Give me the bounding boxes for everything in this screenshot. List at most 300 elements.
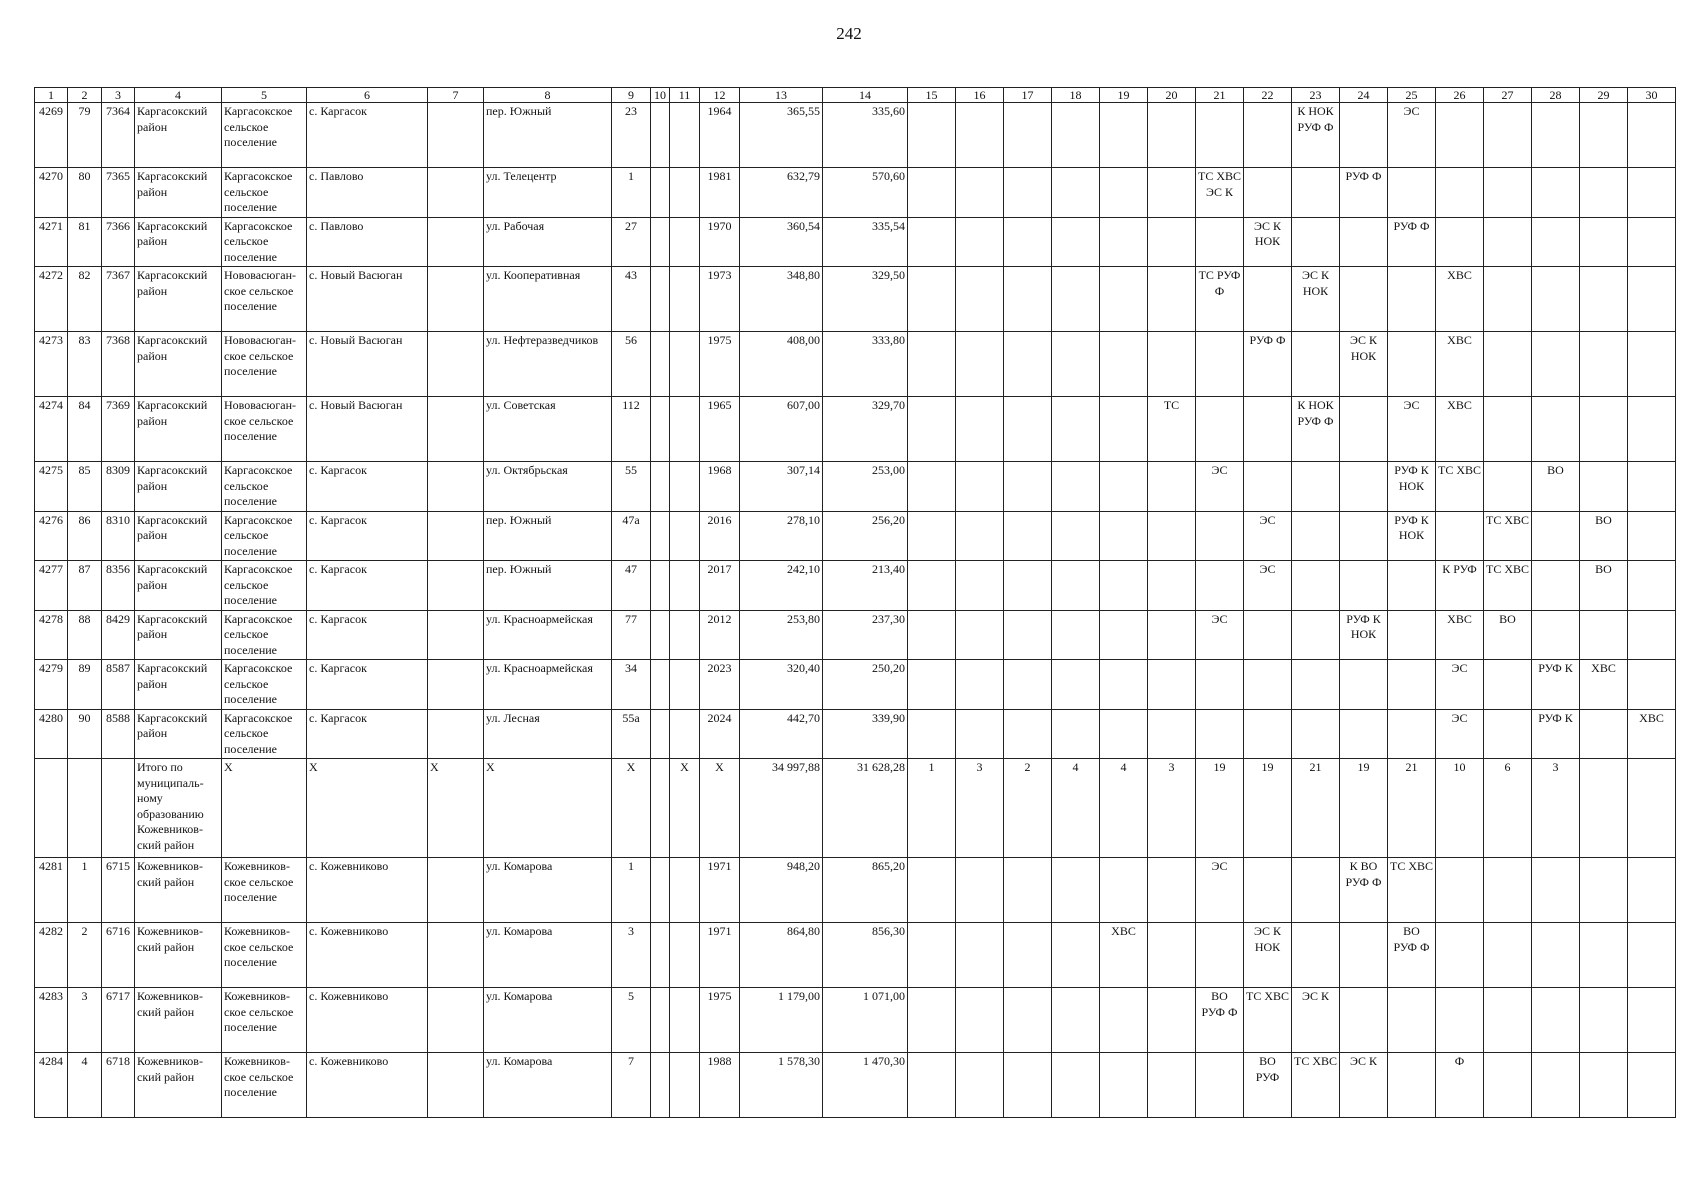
table-cell — [1196, 511, 1244, 561]
table-cell — [1052, 511, 1100, 561]
table-cell: с. Кожевниково — [307, 923, 428, 988]
table-cell — [956, 561, 1004, 611]
table-cell: Каргасокский район — [135, 332, 222, 397]
table-cell — [1004, 709, 1052, 759]
table-cell — [1292, 462, 1340, 512]
table-cell: 1 179,00 — [740, 988, 823, 1053]
table-cell: ВО РУФ Ф — [1196, 988, 1244, 1053]
table-cell — [1388, 267, 1436, 332]
table-cell — [1100, 168, 1148, 218]
table-cell — [1148, 332, 1196, 397]
table-cell — [1292, 660, 1340, 710]
table-cell — [908, 168, 956, 218]
table-cell — [1244, 462, 1292, 512]
table-cell: 87 — [68, 561, 102, 611]
table-cell — [1628, 610, 1676, 660]
table-cell: Ф — [1436, 1053, 1484, 1118]
table-cell — [1004, 217, 1052, 267]
table-cell: Каргасокский район — [135, 168, 222, 218]
column-header: 4 — [135, 88, 222, 103]
table-cell — [1532, 1053, 1580, 1118]
table-cell — [68, 759, 102, 858]
table-cell — [1052, 660, 1100, 710]
housing-register-table — [34, 87, 1676, 1118]
table-cell — [428, 332, 484, 397]
table-cell — [102, 759, 135, 858]
table-cell: 10 — [1436, 759, 1484, 858]
table-cell — [908, 267, 956, 332]
table-cell: 7 — [612, 1053, 651, 1118]
table-cell — [1052, 267, 1100, 332]
table-cell — [908, 610, 956, 660]
table-cell: 86 — [68, 511, 102, 561]
table-cell — [428, 709, 484, 759]
table-cell — [1004, 103, 1052, 168]
table-cell: 31 628,28 — [823, 759, 908, 858]
table-cell — [1100, 103, 1148, 168]
table-cell: 4277 — [35, 561, 68, 611]
table-cell — [1628, 168, 1676, 218]
table-cell — [1148, 660, 1196, 710]
table-cell: 250,20 — [823, 660, 908, 710]
column-header: 22 — [1244, 88, 1292, 103]
table-cell: 237,30 — [823, 610, 908, 660]
table-cell — [1148, 267, 1196, 332]
table-cell: Каргасокское сельское поселение — [222, 511, 307, 561]
column-header: 23 — [1292, 88, 1340, 103]
table-cell — [1436, 923, 1484, 988]
table-row — [35, 561, 1676, 611]
column-header: 27 — [1484, 88, 1532, 103]
table-cell — [1532, 988, 1580, 1053]
table-cell — [1580, 397, 1628, 462]
table-cell — [1052, 103, 1100, 168]
table-cell — [1436, 168, 1484, 218]
table-cell: с. Павлово — [307, 217, 428, 267]
table-cell: 329,50 — [823, 267, 908, 332]
table-cell: ЭС — [1196, 858, 1244, 923]
table-cell — [956, 217, 1004, 267]
table-cell — [1148, 103, 1196, 168]
table-cell — [956, 858, 1004, 923]
table-cell: 2012 — [700, 610, 740, 660]
table-cell: ВО РУФ — [1244, 1053, 1292, 1118]
table-cell: Нововасюган-ское сельское поселение — [222, 397, 307, 462]
table-cell: Каргасокское сельское поселение — [222, 462, 307, 512]
table-cell: ЭС К — [1340, 1053, 1388, 1118]
table-cell: 1964 — [700, 103, 740, 168]
table-cell: РУФ К — [1532, 660, 1580, 710]
table-cell — [1004, 267, 1052, 332]
table-cell — [1484, 858, 1532, 923]
table-row — [35, 511, 1676, 561]
table-cell — [1340, 988, 1388, 1053]
table-cell: ул. Кооперативная — [484, 267, 612, 332]
table-cell — [1004, 610, 1052, 660]
table-cell: Кожевников-ское сельское поселение — [222, 858, 307, 923]
table-cell: ЭС — [1196, 610, 1244, 660]
table-cell — [1148, 217, 1196, 267]
table-cell: 47а — [612, 511, 651, 561]
table-cell: 864,80 — [740, 923, 823, 988]
table-cell — [1148, 462, 1196, 512]
table-cell: 7368 — [102, 332, 135, 397]
table-cell — [1292, 923, 1340, 988]
table-cell: ВО РУФ Ф — [1388, 923, 1436, 988]
table-cell: 4278 — [35, 610, 68, 660]
table-cell: Х — [670, 759, 700, 858]
table-cell: ТС РУФ Ф — [1196, 267, 1244, 332]
table-cell — [670, 397, 700, 462]
table-cell — [956, 397, 1004, 462]
table-cell — [1148, 709, 1196, 759]
table-cell: 34 997,88 — [740, 759, 823, 858]
table-cell — [651, 217, 670, 267]
table-cell — [1292, 332, 1340, 397]
table-cell — [908, 217, 956, 267]
column-header: 17 — [1004, 88, 1052, 103]
table-cell — [1100, 610, 1148, 660]
table-cell — [670, 103, 700, 168]
table-cell: 948,20 — [740, 858, 823, 923]
table-cell: ЭС — [1436, 660, 1484, 710]
table-cell — [1052, 610, 1100, 660]
table-cell — [1004, 168, 1052, 218]
table-cell — [1340, 923, 1388, 988]
table-cell — [1052, 168, 1100, 218]
table-cell — [1580, 610, 1628, 660]
table-cell — [1004, 988, 1052, 1053]
table-cell: РУФ Ф — [1244, 332, 1292, 397]
table-cell — [1052, 332, 1100, 397]
table-cell: 7367 — [102, 267, 135, 332]
table-cell — [1340, 660, 1388, 710]
table-cell: ВО — [1532, 462, 1580, 512]
table-cell — [1244, 858, 1292, 923]
table-cell — [908, 660, 956, 710]
table-cell — [1100, 462, 1148, 512]
table-cell — [1628, 988, 1676, 1053]
table-cell — [1340, 561, 1388, 611]
table-cell — [1148, 610, 1196, 660]
table-cell: ВО — [1484, 610, 1532, 660]
table-cell — [1196, 1053, 1244, 1118]
table-cell: Кожевников-ский район — [135, 923, 222, 988]
table-cell: ЭС К — [1292, 988, 1340, 1053]
table-cell — [1196, 103, 1244, 168]
table-cell: 1 578,30 — [740, 1053, 823, 1118]
table-cell — [651, 168, 670, 218]
table-cell: 89 — [68, 660, 102, 710]
table-cell — [670, 511, 700, 561]
table-cell: ул. Комарова — [484, 923, 612, 988]
column-header: 6 — [307, 88, 428, 103]
table-cell: ХВС — [1436, 332, 1484, 397]
table-cell: ЭС — [1244, 511, 1292, 561]
table-cell: Х — [700, 759, 740, 858]
table-cell — [1340, 217, 1388, 267]
table-cell — [1292, 561, 1340, 611]
table-cell — [1196, 397, 1244, 462]
table-cell — [956, 168, 1004, 218]
table-cell — [670, 610, 700, 660]
table-cell: К НОК РУФ Ф — [1292, 103, 1340, 168]
table-cell: 19 — [1340, 759, 1388, 858]
table-cell: 23 — [612, 103, 651, 168]
table-cell — [1628, 1053, 1676, 1118]
table-cell: пер. Южный — [484, 103, 612, 168]
table-cell — [1580, 988, 1628, 1053]
subtotal-row — [35, 759, 1676, 858]
table-row — [35, 332, 1676, 397]
table-cell: 256,20 — [823, 511, 908, 561]
table-cell — [908, 332, 956, 397]
column-header: 11 — [670, 88, 700, 103]
table-cell: ЭС К НОК — [1244, 217, 1292, 267]
table-cell: ХВС — [1436, 397, 1484, 462]
table-cell: Каргасокский район — [135, 511, 222, 561]
table-cell — [1004, 561, 1052, 611]
table-cell: 213,40 — [823, 561, 908, 611]
table-cell: 4281 — [35, 858, 68, 923]
table-cell: с. Каргасок — [307, 103, 428, 168]
table-cell: 8356 — [102, 561, 135, 611]
table-cell — [908, 561, 956, 611]
table-cell: Каргасокское сельское поселение — [222, 217, 307, 267]
table-cell — [1628, 511, 1676, 561]
table-cell: РУФ Ф — [1388, 217, 1436, 267]
table-cell: ул. Октябрьская — [484, 462, 612, 512]
table-cell: 253,00 — [823, 462, 908, 512]
table-cell — [1532, 610, 1580, 660]
table-cell — [1484, 660, 1532, 710]
table-cell: Каргасокское сельское поселение — [222, 561, 307, 611]
table-cell — [1628, 561, 1676, 611]
table-cell — [428, 923, 484, 988]
table-cell — [1148, 1053, 1196, 1118]
table-cell — [1532, 923, 1580, 988]
table-cell — [1580, 267, 1628, 332]
table-cell — [1004, 332, 1052, 397]
table-cell — [1004, 462, 1052, 512]
table-cell — [651, 988, 670, 1053]
table-cell: Каргасокский район — [135, 561, 222, 611]
table-cell — [1004, 511, 1052, 561]
table-row — [35, 660, 1676, 710]
table-cell: 2 — [68, 923, 102, 988]
table-cell: 335,54 — [823, 217, 908, 267]
table-cell: 607,00 — [740, 397, 823, 462]
table-cell — [908, 858, 956, 923]
table-cell: 253,80 — [740, 610, 823, 660]
table-cell — [651, 103, 670, 168]
table-cell: с. Кожевниково — [307, 988, 428, 1053]
table-cell: 6718 — [102, 1053, 135, 1118]
table-cell: ХВС — [1436, 610, 1484, 660]
table-row — [35, 462, 1676, 512]
table-cell — [956, 462, 1004, 512]
table-cell — [1244, 709, 1292, 759]
table-cell: ЭС — [1244, 561, 1292, 611]
table-cell: 21 — [1292, 759, 1340, 858]
table-cell — [1628, 217, 1676, 267]
table-cell: Каргасокский район — [135, 397, 222, 462]
table-cell — [651, 561, 670, 611]
table-cell — [1052, 1053, 1100, 1118]
table-cell — [1532, 511, 1580, 561]
table-cell — [1436, 511, 1484, 561]
table-cell: 3 — [612, 923, 651, 988]
table-cell: ТС ХВС — [1484, 511, 1532, 561]
table-cell: 1970 — [700, 217, 740, 267]
table-cell — [1388, 168, 1436, 218]
column-header: 16 — [956, 88, 1004, 103]
table-cell: ул. Красноармейская — [484, 610, 612, 660]
table-cell: 278,10 — [740, 511, 823, 561]
table-cell: 1971 — [700, 858, 740, 923]
table-cell — [956, 267, 1004, 332]
table-cell — [1196, 923, 1244, 988]
table-cell: ул. Рабочая — [484, 217, 612, 267]
table-cell: 2017 — [700, 561, 740, 611]
table-cell — [1388, 709, 1436, 759]
table-cell: 4270 — [35, 168, 68, 218]
table-cell — [1052, 561, 1100, 611]
column-header: 5 — [222, 88, 307, 103]
table-cell: 442,70 — [740, 709, 823, 759]
column-header: 7 — [428, 88, 484, 103]
table-row — [35, 397, 1676, 462]
table-cell: Х — [307, 759, 428, 858]
table-cell: 8429 — [102, 610, 135, 660]
table-row — [35, 858, 1676, 923]
table-cell — [35, 759, 68, 858]
table-cell: 865,20 — [823, 858, 908, 923]
table-cell: ЭС — [1436, 709, 1484, 759]
table-cell: 2016 — [700, 511, 740, 561]
table-cell: с. Новый Васюган — [307, 332, 428, 397]
table-cell — [1052, 397, 1100, 462]
column-header: 8 — [484, 88, 612, 103]
table-cell — [1052, 923, 1100, 988]
table-cell: РУФ К НОК — [1388, 511, 1436, 561]
table-cell — [1436, 217, 1484, 267]
table-cell — [651, 267, 670, 332]
table-cell — [908, 103, 956, 168]
table-cell: ХВС — [1580, 660, 1628, 710]
table-cell — [1628, 462, 1676, 512]
column-header: 1 — [35, 88, 68, 103]
table-cell: 7364 — [102, 103, 135, 168]
table-cell: 6717 — [102, 988, 135, 1053]
column-header: 13 — [740, 88, 823, 103]
table-cell — [956, 923, 1004, 988]
table-cell: Кожевников-ское сельское поселение — [222, 1053, 307, 1118]
table-cell: Каргасокский район — [135, 103, 222, 168]
table-cell — [428, 267, 484, 332]
table-cell — [1100, 511, 1148, 561]
table-cell: 34 — [612, 660, 651, 710]
table-cell — [651, 332, 670, 397]
table-cell: 339,90 — [823, 709, 908, 759]
table-cell: 56 — [612, 332, 651, 397]
table-cell: 1 — [612, 858, 651, 923]
table-cell: 5 — [612, 988, 651, 1053]
table-row — [35, 217, 1676, 267]
table-cell — [1532, 561, 1580, 611]
table-cell — [1244, 660, 1292, 710]
table-cell — [651, 610, 670, 660]
table-cell — [1100, 217, 1148, 267]
table-cell — [428, 610, 484, 660]
table-cell — [1292, 511, 1340, 561]
table-cell: с. Каргасок — [307, 462, 428, 512]
table-cell — [651, 923, 670, 988]
table-cell: 1971 — [700, 923, 740, 988]
column-header: 12 — [700, 88, 740, 103]
table-cell — [428, 1053, 484, 1118]
table-cell: 19 — [1244, 759, 1292, 858]
column-header: 28 — [1532, 88, 1580, 103]
table-cell: Кожевников-ское сельское поселение — [222, 923, 307, 988]
table-cell — [956, 1053, 1004, 1118]
table-cell: РУФ К — [1532, 709, 1580, 759]
table-cell — [1244, 610, 1292, 660]
table-cell — [1580, 462, 1628, 512]
table-cell — [1628, 923, 1676, 988]
table-cell: ЭС К НОК — [1292, 267, 1340, 332]
table-cell: 27 — [612, 217, 651, 267]
table-cell: Каргасокский район — [135, 267, 222, 332]
table-cell: ТС ХВС — [1244, 988, 1292, 1053]
table-cell — [1100, 858, 1148, 923]
table-cell: Каргасокский район — [135, 462, 222, 512]
table-cell — [1484, 103, 1532, 168]
table-cell: 242,10 — [740, 561, 823, 611]
table-cell — [1580, 858, 1628, 923]
table-cell: 1981 — [700, 168, 740, 218]
table-cell — [1292, 217, 1340, 267]
table-cell — [670, 462, 700, 512]
table-cell — [1196, 561, 1244, 611]
table-cell — [1244, 267, 1292, 332]
table-cell: 88 — [68, 610, 102, 660]
table-cell — [670, 561, 700, 611]
table-cell: 4272 — [35, 267, 68, 332]
table-cell: 85 — [68, 462, 102, 512]
table-cell — [1628, 332, 1676, 397]
table-cell: 4282 — [35, 923, 68, 988]
table-cell: 6 — [1484, 759, 1532, 858]
table-cell — [908, 988, 956, 1053]
table-cell — [1100, 709, 1148, 759]
table-cell: ул. Нефтеразведчиков — [484, 332, 612, 397]
table-cell — [670, 923, 700, 988]
table-cell — [1628, 267, 1676, 332]
table-cell: 1 071,00 — [823, 988, 908, 1053]
table-cell — [1148, 561, 1196, 611]
table-cell: 4275 — [35, 462, 68, 512]
table-cell: 7366 — [102, 217, 135, 267]
table-cell — [651, 759, 670, 858]
table-cell: 4280 — [35, 709, 68, 759]
column-header: 15 — [908, 88, 956, 103]
table-cell — [1580, 759, 1628, 858]
table-cell — [1532, 168, 1580, 218]
table-cell — [428, 858, 484, 923]
table-row — [35, 1053, 1676, 1118]
table-cell: ул. Советская — [484, 397, 612, 462]
